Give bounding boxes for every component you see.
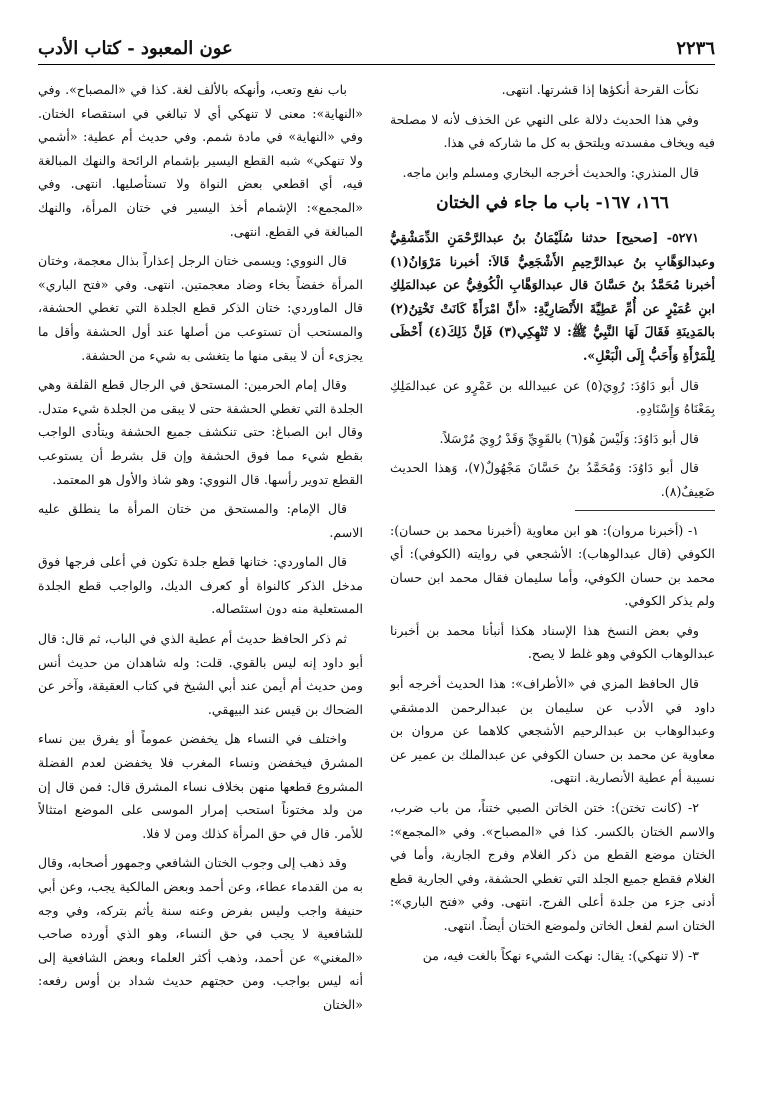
right-column [390, 78, 715, 1088]
abu-dawud-note: قال أبو دَاوُدَ: رُوِيَ(٥) عن عبيدالله بن عَمْرٍو عن عبدالمَلِكِ بِمَعْنَاهُ وَإِسْنَادِهِ. [390, 377, 715, 417]
page-number: ٢٢٣٦ [676, 38, 715, 59]
abu-dawud-note: قال أبو دَاوُدَ: وَلَيْسَ هُوَ(٦) بالقَوِيِّ وَقَدْ رُوِيَ مُرْسَلاً. [439, 430, 699, 446]
text-line: وفي هذا الحديث دلالة على النهي عن الخذف لأنه لا مصلحة فيه ويخاف مفسدته ويلتحق به كل ما شاركه في هذا. [390, 111, 715, 151]
commentary-paragraph: باب نفع وتعب، وأنهكه بالألف لغة. كذا في «المصباح». وفي «النهاية»: معنى لا تنهكي أي لا تبالغي في استقصاء الختان. وفي «النهاية» في مادة شمم. وفي حديث أم عطية: «أشمي ولا تنهكي» شبه القطع اليسير بإشمام الرائحة والنهك المبالغة فيه، أي اقطعي بعض النواة ولا تستأصليها. انتهى. وفي «المجمع»: الإشمام أخذ اليسير في ختان المرأة، والنهك المبالغة في القطع. انتهى. [38, 82, 363, 239]
abu-dawud-note: قال أبو دَاوُدَ: وَمُحَمَّدُ بنُ حَسَّانَ مَجْهُولٌ(٧)، وَهذا الحديث ضَعِيفٌ(٨). [390, 460, 715, 499]
commentary-paragraph: وقال إمام الحرمين: المستحق في الرجال قطع القلفة وهي الجلدة التي تغطي الحشفة حتى لا يبقى من الجلدة شيء متدل. وقال ابن الصباغ: حتى تنكشف جميع الحشفة ويتأدى الواجب بقطع شيء مما فوق الحشفة وإن قل بشرط أن يستوعب القطع تدوير رأسها. قال النووي: وهو شاذ والأول هو المعتمد. [38, 377, 363, 487]
commentary-paragraph: قال الإمام: والمستحق من ختان المرأة ما ينطلق عليه الاسم. [38, 501, 363, 540]
left-column [38, 78, 363, 1088]
text-line: نكأت القرحة أنكؤها إذا قشرتها. انتهى. [501, 82, 699, 97]
commentary-paragraph: ثم ذكر الحافظ حديث أم عطية الذي في الباب، ثم قال: قال أبو داود إنه ليس بالقوي. قلت: وله شاهدان من حديث أنس ومن حديث أم أيمن عند أبي الشيخ في كتاب العقيقة، وآخر عن الضحاك بن قيس عند البيهقي. [38, 631, 363, 717]
page-header [38, 34, 715, 65]
commentary-paragraph: قال الحافظ المزي في «الأطراف»: هذا الحديث أخرجه أبو داود في الأدب عن سليمان بن عبدالرحمن الدمشقي وعبدالوهاب بن عبدالرحيم الأشجعي كلاهما عن مروان بن معاوية عن محمد بن حسان الكوفي عن عبدالملك بن عمير عن نسيبة أم عطية الأنصارية. انتهى. [390, 676, 715, 786]
commentary-paragraph: ١- (أخبرنا مروان): هو ابن معاوية (أخبرنا محمد بن حسان): الكوفي (قال عبدالوهاب): الأشجعي في روايته (الكوفي): أي محمد بن حسان الكوفي، وأما سليمان فقال محمد ابن حسان ولم يذكر الكوفي. [390, 522, 715, 609]
hadith-text: ٥٢٧١- [صحيح] حدثنا سُلَيْمَانُ بنُ عبدالرَّحْمَنِ الدِّمَشْقِيُّ وعبدالوَهَّابِ بنُ عبدالرَّحِيمِ الأَشْجَعِيُّ قَالاَ: أخبرنا مَرْوَانُ(١) أخبرنا مُحَمَّدُ بنُ حَسَّانَ قال عبدالوَهَّابِ الْكُوفِيُّ عن عبدالمَلِكِ ابنِ عُمَيْرٍ عن أُمِّ عَطِيَّةَ الأَنْصَارِيَّةِ: «أنَّ امْرَأَةً كَانَتْ تَخْتِنُ(٢) بالمَدِينَةِ فَقَالَ لَهَا النَّبِيُّ ﷺ: لا تُنْهِكِي(٣) فَإنَّ ذَلِكَ(٤) أَحْظَى لِلْمَرْأَةِ وَأَحَبُّ إِلَى الْبَعْلِ». [390, 229, 715, 363]
commentary-paragraph: وقد ذهب إلى وجوب الختان الشافعي وجمهور أصحابه، وقال به من القدماء عطاء، وعن أحمد وبعض المالكية يجب، وعن أبي حنيفة واجب وليس بفرض وعنه سنة يأثم بتركه، وفي وجه للشافعية لا يجب في حق النساء، وهو الذي أورده صاحب «المغني» عن أحمد، وذهب أكثر العلماء وبعض الشافعية إلى أنه ليس بواجب. ومن حجتهم حديث شداد بن أوس رفعه: «الختان [38, 855, 363, 1012]
running-title: عون المعبود - كتاب الأدب [38, 38, 233, 59]
text-line: قال المنذري: والحديث أخرجه البخاري ومسلم وابن ماجه. [402, 164, 699, 180]
commentary-paragraph: قال النووي: ويسمى ختان الرجل إعذاراً بذال معجمة، وختان المرأة خفضاً بخاء وضاد معجمتين. انتهى. وفي «فتح الباري» قال الماوردي: ختان الذكر قطع الجلدة التي تغطي الحشفة، والمستحب أن تستوعب من أصلها عند أول الحشفة وأقل ما يجزىء أن لا يبقى منها ما يتغشى به شيء من الحشفة. [38, 253, 363, 363]
divider [575, 510, 715, 511]
commentary-paragraph: قال الماوردي: ختانها قطع جلدة تكون في أعلى فرجها فوق مدخل الذكر كالنواة أو كعرف الديك، والواجب قطع الجلدة المستعلية منه دون استئصاله. [38, 554, 363, 617]
chapter-heading: ١٦٦، ١٦٧- باب ما جاء في الختان [436, 193, 669, 214]
commentary-paragraph: ٢- (كانت تختن): ختن الخاتن الصبي ختناً، من باب ضرب، والاسم الختان بالكسر. كذا في «المصباح». وفي «المجمع»: الختان موضع القطع من ذكر الغلام وفرج الجارية، وأما في الغلام فقطع جميع الجلد التي تغطي الحشفة، وفي الجارية قطع أدنى جزء من جلدة أعلى الفرج. انتهى. وفي «فتح الباري»: الختان اسم لفعل الخاتن ولموضع الختان أيضاً. انتهى. [390, 800, 715, 933]
commentary-paragraph: ٣- (لا تنهكي): يقال: نهكت الشيء نهكاً بالغت فيه، من [422, 947, 699, 963]
commentary-paragraph: واختلف في النساء هل يخفضن عموماً أو يفرق بين نساء المشرق فيخفضن ونساء المغرب فلا يخفضن لعدم الفضلة المشروع قطعها منهن بخلاف نساء المشرق قال: فمن قال إن من ولد مختوناً استحب إمرار الموسى على الموضع امتثالاً للأمر. قال في حق المرأة كذلك ومن لا فلا. [38, 731, 363, 841]
commentary-paragraph: وفي بعض النسخ هذا الإسناد هكذا أنبأنا محمد بن أخبرنا عبدالوهاب الكوفي وهو غلط لا يصح. [390, 622, 715, 662]
